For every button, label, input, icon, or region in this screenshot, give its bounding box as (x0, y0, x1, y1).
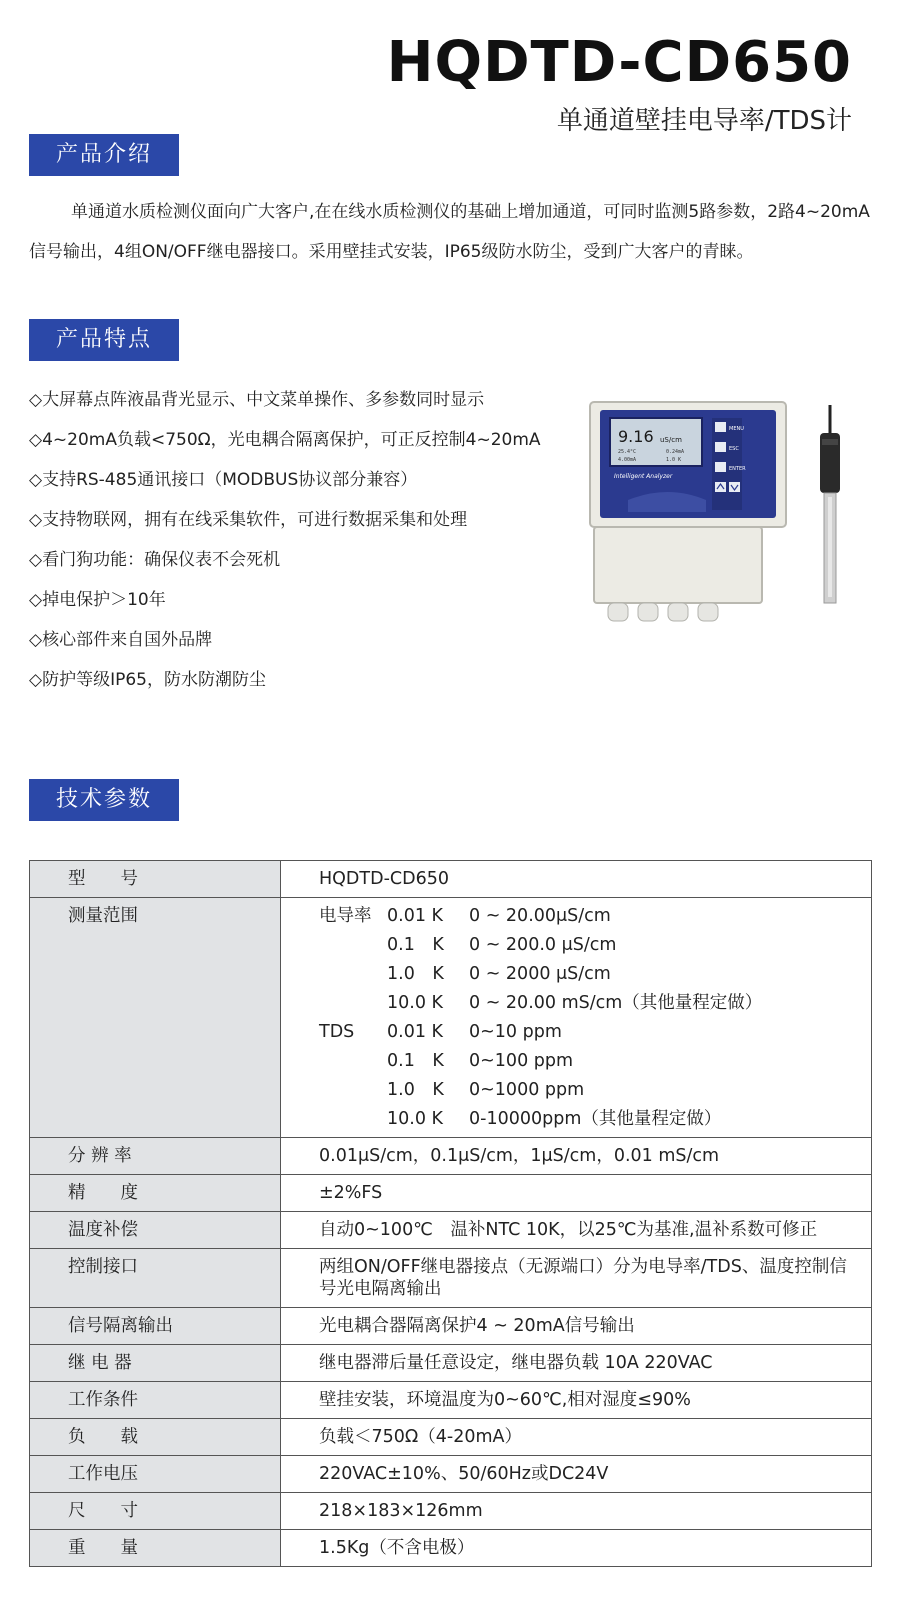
device-lcd-line1-right: 0.24mA (666, 449, 685, 455)
range-k: 1.0 K (387, 1080, 444, 1100)
range-param (319, 963, 387, 985)
conductivity-electrode-image (810, 405, 850, 610)
feature-item: ◇4~20mA负载<750Ω，光电耦合隔离保护，可正反控制4~20mA (29, 430, 541, 450)
spec-value: HQDTD-CD650 (281, 861, 872, 898)
spec-row-range (30, 898, 872, 1138)
feature-item: ◇掉电保护＞10年 (29, 590, 166, 610)
device-esc-key (715, 442, 726, 452)
range-k: 0.1 K (387, 935, 444, 955)
spec-value: 光电耦合器隔离保护4 ~ 20mA信号输出 (281, 1308, 872, 1345)
range-span: 0 ~ 200.0 μS/cm (469, 935, 617, 955)
spec-value: 壁挂安装，环境温度为0~60℃,相对湿度≤90% (281, 1382, 872, 1419)
spec-row-control (30, 1249, 872, 1308)
range-span: 0 ~ 2000 μS/cm (469, 964, 611, 984)
range-span: 0-10000ppm（其他量程定做） (469, 1109, 722, 1129)
range-span: 0~100 ppm (469, 1051, 574, 1071)
section-tag-specs: 技术参数 (29, 779, 179, 821)
spec-label: 重 量 (30, 1530, 281, 1567)
spec-row-model (30, 861, 872, 898)
intro-paragraph: 单通道水质检测仪面向广大客户,在在线水质检测仪的基础上增加通道，可同时监测5路参数，2路4~20mA信号输出，4组ON/OFF继电器接口。采用壁挂式安装，IP65级防水防尘，受到广大客户的青睐。 (29, 202, 870, 262)
spec-label: 控制接口 (30, 1249, 281, 1308)
spec-row-signal (30, 1308, 872, 1345)
spec-label: 型 号 (30, 861, 281, 898)
product-model-title: HQDTD-CD650 (386, 30, 852, 95)
spec-label: 尺 寸 (30, 1493, 281, 1530)
range-k: 1.0 K (387, 964, 444, 984)
spec-label: 继 电 器 (30, 1345, 281, 1382)
spec-row-temp-comp (30, 1212, 872, 1249)
feature-item: ◇防护等级IP65，防水防潮防尘 (29, 670, 266, 690)
device-cable-gland (668, 603, 688, 621)
spec-row-relay (30, 1345, 872, 1382)
range-span: 0~10 ppm (469, 1022, 562, 1042)
spec-value: ±2%FS (281, 1175, 872, 1212)
range-span: 0 ~ 20.00μS/cm (469, 906, 611, 926)
spec-row-size (30, 1493, 872, 1530)
spec-table (29, 860, 872, 1567)
electrode-thread (822, 439, 838, 445)
spec-label: 工作电压 (30, 1456, 281, 1493)
spec-value-range (281, 898, 872, 1138)
device-lcd-reading: 9.16 (618, 427, 654, 446)
product-subtitle: 单通道壁挂电导率/TDS计 (556, 106, 852, 136)
range-param (319, 1050, 387, 1072)
range-param (319, 1079, 387, 1101)
feature-item: ◇支持RS-485通讯接口（MODBUS协议部分兼容） (29, 470, 418, 490)
device-cable-gland (608, 603, 628, 621)
section-tag-features: 产品特点 (29, 319, 179, 361)
range-k: 10.0 K (387, 993, 444, 1013)
spec-row-accuracy (30, 1175, 872, 1212)
spec-value: 继电器滞后量任意设定，继电器负载 10A 220VAC (281, 1345, 872, 1382)
device-terminal-box (594, 527, 762, 603)
feature-item: ◇支持物联网，拥有在线采集软件，可进行数据采集和处理 (29, 510, 468, 530)
feature-item: ◇核心部件来自国外品牌 (29, 630, 213, 650)
feature-list (29, 380, 559, 700)
spec-value: 1.5Kg（不含电极） (281, 1530, 872, 1567)
spec-label: 信号隔离输出 (30, 1308, 281, 1345)
range-k: 10.0 K (387, 1109, 444, 1129)
spec-row-load (30, 1419, 872, 1456)
device-lcd-line1-left: 25.4°C (618, 449, 637, 455)
range-param (319, 1108, 387, 1130)
device-cable-gland (698, 603, 718, 621)
spec-label: 精 度 (30, 1175, 281, 1212)
spec-label: 测量范围 (30, 898, 281, 1138)
device-menu-key-label: MENU (729, 426, 744, 432)
spec-value: 负载＜750Ω（4-20mA） (281, 1419, 872, 1456)
range-k: 0.01 K (387, 906, 444, 926)
spec-label: 工作条件 (30, 1382, 281, 1419)
device-lcd-line2-right: 1.0 K (666, 457, 682, 463)
range-param (319, 934, 387, 956)
analyzer-device-image (588, 400, 788, 650)
spec-label: 负 载 (30, 1419, 281, 1456)
device-lcd-line2-left: 4.00mA (618, 457, 637, 463)
electrode-shaft-highlight (828, 497, 832, 597)
spec-label: 分 辨 率 (30, 1138, 281, 1175)
spec-label: 温度补偿 (30, 1212, 281, 1249)
device-lcd-unit: uS/cm (660, 436, 682, 444)
range-k: 0.1 K (387, 1051, 444, 1071)
device-cable-gland (638, 603, 658, 621)
range-param: 电导率 (319, 906, 372, 926)
spec-row-conditions (30, 1382, 872, 1419)
spec-row-voltage (30, 1456, 872, 1493)
spec-value: 0.01μS/cm，0.1μS/cm，1μS/cm，0.01 mS/cm (281, 1138, 872, 1175)
spec-row-resolution (30, 1138, 872, 1175)
device-enter-key-label: ENTER (729, 466, 746, 472)
range-k: 0.01 K (387, 1022, 444, 1042)
spec-value: 220VAC±10%、50/60Hz或DC24V (281, 1456, 872, 1493)
range-param: TDS (319, 1022, 355, 1042)
spec-row-weight (30, 1530, 872, 1567)
range-grid (319, 905, 863, 1130)
spec-value: 218×183×126mm (281, 1493, 872, 1530)
range-span: 0~1000 ppm (469, 1080, 585, 1100)
range-param (319, 992, 387, 1014)
section-tag-intro: 产品介绍 (29, 134, 179, 176)
spec-value: 两组ON/OFF继电器接点（无源端口）分为电导率/TDS、温度控制信号光电隔离输出 (281, 1249, 872, 1308)
feature-item: ◇看门狗功能：确保仪表不会死机 (29, 550, 281, 570)
spec-value: 自动0~100℃ 温补NTC 10K，以25℃为基准,温补系数可修正 (281, 1212, 872, 1249)
range-span: 0 ~ 20.00 mS/cm（其他量程定做） (469, 993, 763, 1013)
device-menu-key (715, 422, 726, 432)
device-esc-key-label: ESC (729, 446, 739, 452)
device-brand-label: Intelligent Analyzer (614, 473, 673, 480)
feature-item: ◇大屏幕点阵液晶背光显示、中文菜单操作、多参数同时显示 (29, 390, 485, 410)
device-enter-key (715, 462, 726, 472)
